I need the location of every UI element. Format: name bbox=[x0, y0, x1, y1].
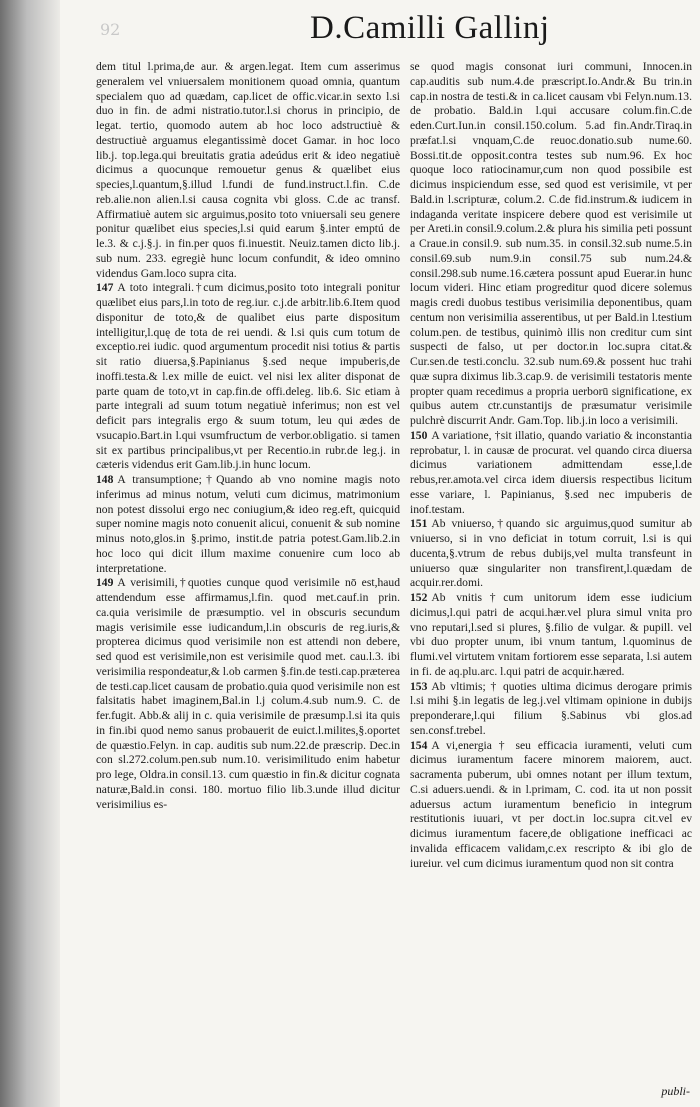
entry-number: 153 bbox=[410, 679, 428, 693]
binding-gutter bbox=[0, 0, 60, 1107]
entry-number: 148 bbox=[96, 473, 114, 486]
entry-number: 149 bbox=[96, 576, 114, 590]
entry-paragraph bbox=[410, 680, 692, 739]
entry-number: 152 bbox=[410, 591, 428, 604]
entry-number: 147 bbox=[96, 281, 114, 295]
entry-text: A vi,energia † seu efficacia iuramenti, veluti cum dicimus iuramentum facere minorem maiorem, auct. sacramenta puberum, ubi omnes notant per illum textum, C.si aduers.uendi. & in l.primam, C. cod. ita ut non possit aduersus actum iuramentum beneficio in integrum restitutionis iuuari, vt per doct.in loc.supra cit.vel ev dicimus iuramentum facere,de obligatione inefficaci ac invalida efficacem validam,c.ex rescripto & ibi glo de iureiur. vel cum dicimus iuramentum quod non sit contra bbox=[410, 738, 692, 870]
entry-paragraph bbox=[96, 473, 400, 576]
entry-paragraph bbox=[410, 739, 692, 872]
entry-text: A variatione, †sit illatio, quando variatio & inconstantia reprobatur, l. in causæ de procurat. vel quando circa diuersa dicimus variationem admittendam esse,l.de rebus,rer.amota.vel circa idem diuersis respectibus licitum esse variare, l. Papinianus, §.sed nec impuberis de inof.testam. bbox=[410, 428, 692, 516]
entry-number: 151 bbox=[410, 517, 428, 531]
entry-text: A toto integrali.†cum dicimus,posito toto integrali ponitur quælibet eius pars,l.in toto de reg.iur. c.j.de arbitr.lib.6.Item quod disponitur de toto,& de qualibet eius parte dispositum intelligitur,l.quę de tota de rei uendi. & l.si quis cum totum de exceptio.rei iudic. quod argumentum procedit nisi totius & partis sit ratio diuersa,§.Papinianus §.sed neque impuberis,de inoffi.testa.& l.ex mille de euict. vel nisi lex aliter disponat de parte quam de toto,vt in cap.fin.de offi.deleg. lib.6. Sic etiam à parte integrali ad suum totum negatiuè inferimus; non est vel deficit pars integralis ergo & suum totum, leu qui ædes de vsucapio.Bart.in l.qui vsumfructum de verbor.obligatio. si tamen sit ex partibus principalibus,vt per Recentio.in rubr.de leg.j. in cæteris videndus erit Gam.lib.j.in hunc locum. bbox=[96, 281, 400, 472]
page-header bbox=[100, 8, 690, 52]
entry-paragraph bbox=[96, 60, 400, 281]
entry-text: Ab vnitis†cum unitorum idem esse iudicium dicimus,l.qui patri de acqui.hær.vel plura simul vnita pro vno reputari,l.sed si plures, §.filio de vulgar. & pupill. vel vbi duo propter unum, ibi vnum tantum, l.quominus de flumi.vel virtutem vnitam fortiorem esse separata, l.si autem in fi. de aq.plu.arc. l.qui patri de acquir.hæred. bbox=[410, 591, 692, 678]
catchword: publi- bbox=[661, 1084, 690, 1098]
running-title: D.Camilli Gallinj bbox=[310, 10, 550, 46]
entry-text: Ab vltimis; † quoties ultima dicimus derogare primis l.si mihi §.in legatis de leg.j.vel vltimam opinione in dubijs preponderare,l.qui filium §.Sabinus vbi glos.ad sen.consf.trebel. bbox=[410, 679, 692, 737]
right-column bbox=[410, 60, 692, 1079]
entry-number: 154 bbox=[410, 738, 428, 752]
entry-text: se quod magis consonat iuri communi, Innocen.in cap.auditis sub num.4.de præscript.Io.Andr.& Bu trin.in cap.in nostra de testi.& in ca.licet causam vbi Felyn.num.13. de probatio. Bald.in l.qui accusare colum.fin.C.de eden.Curt.Iun.in consil.150.colum. 5.ad fin.Andr.Tiraq.in præfat.l.si vnquam,C.de reuoc.donatio.sub nume.60. Bossi.tit.de opposit.contra testes sub num.96. Ex hoc quoque loco ratiocinamur,cum non quod possibile est dicimus inspiciendum esse, sed quod est verisimile, vt per Bald.in l.scripturæ, colum.2. C.de fid.instrum.& iudicem in indaganda veritate inspicere debere quod est verisimile ut per Areti.in consil.9.colum.2.& plura his similia peti possunt a Craue.in consil.9. sub num.35. in consil.32.sub nume.5.in consil.69.sub num.9.in consil.75 sub num.24.& consil.298.sub nume.16.cætera possunt apud Euerar.in hunc locum videri. Hinc etiam progreditur quod dicere solemus magis credi duobus testibus verisimilia deponentibus, quam centum non verisimilia asserentibus, ut per Bald.in l.testium colum.pen. de testibus, quinimò illis non creditur cum sint suspecti de falso, ut per doctor.in loc.supra citat.& Cur.sen.de testi.conclu. 32.sub num.69.& possent huc trahi quæ supra diximus lib.3.cap.9. de verisimili testatoris mente propter quam recedimus a propria uerborū significatione, ex quibus autem ctr.cunstantijs de præsumatur verisimile pulchrè discurrit Andr. Gam.Top. lib.j.in loco a verisimili. bbox=[410, 60, 692, 427]
entry-paragraph bbox=[410, 591, 692, 680]
entry-text: A verisimili,†quoties cunque quod verisimile nō est,haud attendendum esse affirmamus,l.fin. quod met.cauf.in prin. ca.quia verisimile de præsumptio. vel in obscuris secundum magis verisimile esse iudicandum,l.in obscuris de reg.iuris,& propterea dicimus quod verisimile non est attendi non debere, sed quod est verisimile,non est verisimile quod met. cau.l.3. ibi verisimilia respondeatur,& l.ob carmen §.fin.de testi.cap.præterea de testi.cap.licet causam de probatio.quia quod verisimile non est falsitatis habet imaginem,Bal.in l.j colum.4.sub num.9. C. de fer.fugit. Abb.& alij in c. quia verisimile de præsump.l.si ita quis in fin.ibi quod nemo sanus probauerit de euict.l.milites,§.oportet de quæstio.Felyn. in cap. auditis sub num.22.de præscrip. Dec.in con sl.272.colum.pen.sub num.10. verisimilitudo enim habetur pro lege, Oldra.in consil.13. cum quæstio in fin.& dicitur cognata naturæ,Bald.in consi. 180. mortuo filio lib.3.unde illud dicitur verisimilius es- bbox=[96, 576, 400, 811]
entry-number: 150 bbox=[410, 428, 428, 442]
bleed-through-page-number: 92 bbox=[100, 20, 121, 39]
entry-paragraph bbox=[410, 429, 692, 518]
left-column bbox=[96, 60, 400, 1079]
entry-paragraph bbox=[96, 576, 400, 812]
entry-paragraph bbox=[410, 60, 692, 429]
entry-text: dem titul l.prima,de aur. & argen.legat. Item cum asserimus generalem vel vniuersalem monitionem quoad omnia, quantum specialem quo ad quædam, cap.licet de offic.vicar.in sexto l.si duo in fin. de admi nistratio.tutor.l.si chorus in principio, de legat. tertio, quomodo autem ab hoc loco adstructiuè & destructiuè arguamus elegantissimè docet Gamar. in hoc loco lib.j. top.lega.qui breuitatis gratia adeúdus erit & ideo negatiuè dicimus a quocunque remouetur genus & quælibet eius species,l.quantum,§.illud l.fundi de fund.instruct.l.fin. C.de reb.alie.non alien.l.si causa cognita vbi gloss. C.de ac transf. Affirmatiuè autem sic arguimus,posito toto vniuersali seu genere ponitur quælibet eius species,l.si quid earum §.inter emptú de le.3. & c.j.§.j. in fin.per quos fi.inuestit. Neuiz.tamen dicto lib.j. sub num. 233. egregiè hunc locum confundit, & ideo omnino videndus Gam.loco supra cita. bbox=[96, 60, 400, 280]
entry-paragraph bbox=[410, 517, 692, 591]
entry-paragraph bbox=[96, 281, 400, 473]
entry-text: Ab vniuerso,†quando sic arguimus,quod sumitur ab vniuerso, si in vno deficiat in totum corruit, l.si is qui ducenta,§.vtrum de rebus dubijs,vel multa transfeunt in uniuerso quæ singulariter non transfirent,l.quædam de acquir.rer.domi. bbox=[410, 517, 692, 590]
entry-text: A transumptione;†Quando ab vno nomine magis noto inferimus ad minus notum, veluti cum dicimus, matrimonium non potest dissolui ergo nec coniugium,& ideo reg.eft, quicquid super nomine magis noto conuenit alicui, conuenit & sub nomine minus noto,glos.in §.primo, instit.de patria potest.Gam.lib.2.in hoc loco qui dicit illum maxime conuenire cum loco ab interpretatione. bbox=[96, 473, 400, 575]
